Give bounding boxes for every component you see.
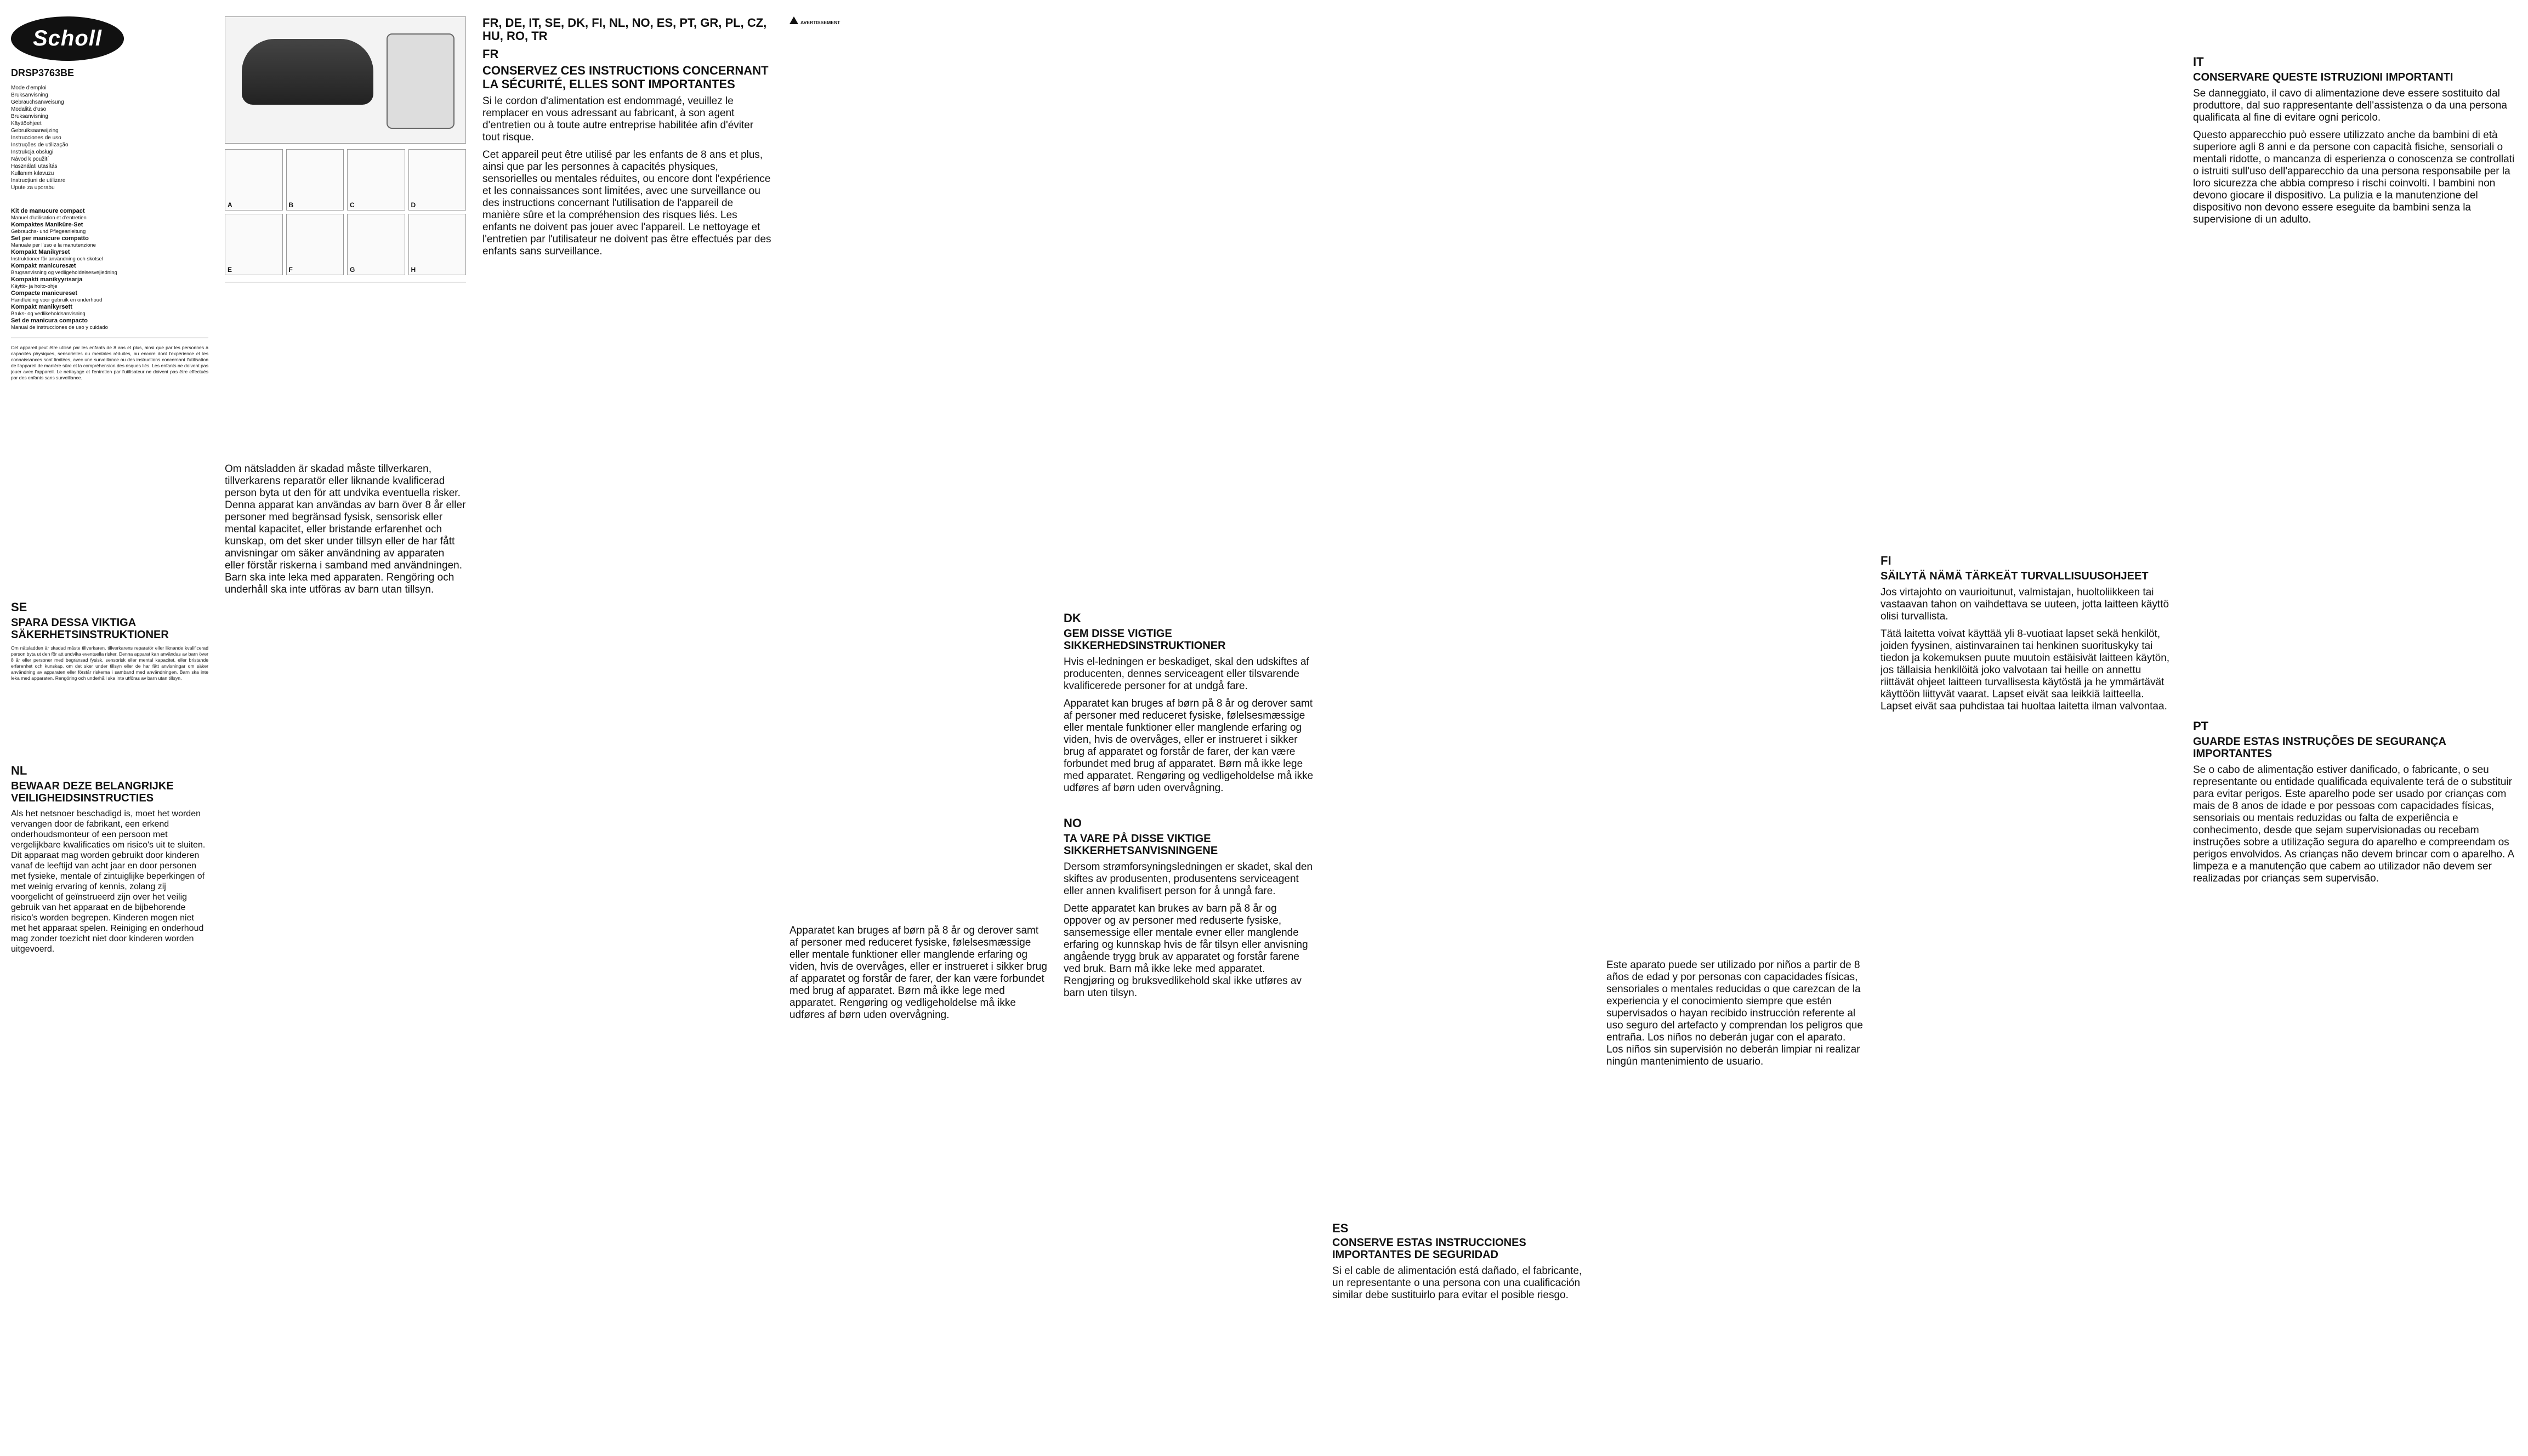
step-figure: F: [286, 214, 344, 275]
language-item: Gebrauchsanweisung: [11, 99, 64, 105]
fi-body: Tätä laitetta voivat käyttää yli 8-vuotiaat lapset sekä henkilöt, joiden fyysinen, aistinvarainen tai henkinen suorituskyky tai tiedon ja kokemuksen puute muutoin estäisivät laitteen käytön, jos tällaisia henkilöitä joko valvotaan tai heille on annettu riittävät ohjeet laitteen turvallisesta käytöstä ja he ymmärtävät käyttöön liittyvät vaarat. Lapset eivät saa leikkiä laitteella. Lapset eivät saa puhdistaa tai huoltaa laitetta ilman valvontaa.: [1881, 628, 2170, 712]
language-list: [11, 84, 208, 191]
fr-column: [482, 16, 773, 263]
language-item: Käyttöohjeet: [11, 121, 42, 127]
fr-body: Cet appareil peut être utilisé par les enfants de 8 ans et plus, ainsi que par les personnes à capacités physiques, sensorielles ou mentales réduites, ou encore dont l'expérience et les connaissances sont limitées, avec une surveillance ou des instructions concernant l'utilisation de l'appareil de manière sûre et la compréhension des risques liés. Les enfants ne doivent pas jouer avec l'appareil. Le nettoyage et l'entretien par l'utilisateur ne doivent pas être effectués par des enfants sans surveillance.: [482, 149, 771, 257]
dk-title: GEM DISSE VIGTIGE SIKKERHEDSINSTRUKTIONER: [1064, 628, 1226, 652]
nl-intro: Als het netsnoer beschadigd is, moet het worden vervangen door de fabrikant, een erkend onderhoudsmonteur of een persoon met vergelijkbare kwalificaties om risico's uit te sluiten. Dit apparaat mag worden gebruikt door kinderen vanaf de leeftijd van acht jaar en door personen met fysieke, mentale of zintuiglijke beperkingen of met weinig ervaring of kennis, zolang zij voorgelicht of geïnstrueerd zijn over het veilig gebruik van het apparaat en de bijbehorende risico's worden begrepen. Kinderen mogen niet met het apparaat spelen. Reiniging en onderhoud mag zonder toezicht niet door kinderen worden uitgevoerd.: [11, 809, 206, 954]
dk-intro: Hvis el-ledningen er beskadiget, skal den udskiftes af producenten, dennes serviceagent eller tilsvarende kvalificerede personer for at undgå fare.: [1064, 656, 1309, 692]
kit-entry: Kompakt manicuresæt Brugsanvisning og vedligeholdelsesvejledning: [11, 263, 117, 276]
es-body: Este aparato puede ser utilizado por niños a partir de 8 años de edad y por personas con capacidades físicas, sensoriales o mentales reducidas o que carezcan de la experiencia y el conocimiento siempre que estén supervisados o hayan recibido instrucción referente al uso seguro del artefacto y comprendan los peligros que entraña. Los niños no deberán jugar con el aparato. Los niños sin supervisión no deberán limpiar ni realizar ningún mantenimiento de usuario.: [1606, 959, 1863, 1067]
kit-entry: Kompakt Manikyrset Instruktioner för användning och skötsel: [11, 249, 103, 262]
pt-title: GUARDE ESTAS INSTRUÇÕES DE SEGURANÇA IMPORTANTES: [2193, 736, 2446, 760]
pt-section-code: PT: [2193, 719, 2209, 733]
kit-list: [11, 208, 208, 331]
es-section-code: ES: [1332, 1221, 1349, 1235]
pt-body: Se o cabo de alimentação estiver danificado, o fabricante, o seu representante ou entidade qualificada equivalente terá de o substituir para evitar perigos. Este aparelho pode ser usado por crianças com mais de 8 anos de idade e por pessoas com capacidades físicas, sensoriais ou mentais reduzidas ou falta de experiência e conhecimento, desde que sejam supervisionadas ou recebam instruções sobre a utilização segura do aparelho e compreendam os perigos envolvidos. As crianças não devem brincar com o aparelho. A limpeza e a manutenção que cabem ao utilizador não devem ser realizadas por crianças sem supervisão.: [2193, 764, 2514, 884]
language-item: Gebruiksaanwijzing: [11, 128, 59, 134]
es-section-anchor: [1332, 1222, 1590, 1301]
nl-title: BEWAAR DEZE BELANGRIJKE VEILIGHEIDSINSTRUCTIES: [11, 780, 174, 804]
dk-continued-column: [1332, 16, 1590, 1307]
language-item: Mode d'emploi: [11, 85, 47, 91]
language-codes-heading: FR, DE, IT, SE, DK, FI, NL, NO, ES, PT, GR, PL, CZ, HU, RO, TR: [482, 16, 767, 43]
no-section-code: NO: [1064, 816, 1082, 830]
language-item: Návod k použití: [11, 156, 49, 162]
brand-logo: Scholl: [11, 16, 124, 61]
it-title: CONSERVARE QUESTE ISTRUZIONI IMPORTANTI: [2193, 71, 2453, 83]
kit-entry: Kit de manucure compact Manuel d'utilisation et d'entretien: [11, 208, 87, 221]
step-figure: A: [225, 149, 283, 211]
se-intro: Om nätsladden är skadad måste tillverkaren, tillverkarens reparatör eller liknande kvalificerad person byta ut den för att undvika eventuella risker. Denna apparat kan användas av barn över 8 år eller personer med begränsad fysisk, sensorisk eller mental kapacitet, eller bristande erfarenhet och kunskap, om det sker under tillsyn eller de har fått anvisningar om säker användning av apparaten eller förstår riskerna i samband med användningen. Barn ska inte leka med apparaten. Rengöring och underhåll ska inte utföras av barn utan tillsyn.: [225, 463, 466, 595]
step-figures: [225, 149, 466, 275]
es-column: [1606, 16, 1864, 1073]
kit-entry: Compacte manicureset Handleiding voor gebruik en onderhoud: [11, 290, 103, 303]
cover-column: [11, 16, 208, 960]
fr-intro: Si le cordon d'alimentation est endommagé, veuillez le remplacer en vous adressant au fabricant, à son agent d'entretien ou à toute autre entreprise habilitée afin d'éviter tout risque.: [482, 95, 754, 143]
fi-title: SÄILYTÄ NÄMÄ TÄRKEÄT TURVALLISUUSOHJEET: [1881, 570, 2149, 582]
fr-section-code: FR: [482, 47, 499, 61]
kit-entry: Set de manicura compacto Manual de instrucciones de uso y cuidado: [11, 317, 108, 331]
storage-case-image: [387, 33, 455, 129]
step-figure: B: [286, 149, 344, 211]
warning-icon: [789, 16, 798, 24]
it-section-code: IT: [2193, 55, 2204, 69]
language-item: Használati utasítás: [11, 163, 58, 169]
kit-entry: Kompakt manikyrsett Bruks- og vedlikeholdsanvisning: [11, 304, 86, 317]
step-figure: H: [408, 214, 467, 275]
no-title: TA VARE PÅ DISSE VIKTIGE SIKKERHETSANVISNINGENE: [1064, 833, 1218, 857]
no-intro: Dersom strømforsyningsledningen er skadet, skal den skiftes av produsenten, produsentens serviceagent eller annen kvalifisert person for å unngå fare.: [1064, 861, 1313, 897]
language-item: Bruksanvisning: [11, 113, 48, 120]
step-figure: E: [225, 214, 283, 275]
fr-body-continued: Cet appareil peut être utilisé par les enfants de 8 ans et plus, ainsi que par les personnes à capacités physiques, sensorielles ou mentales réduites, ou encore dont l'expérience et les connaissances sont limitées, avec une surveillance ou des instructions concernant l'utilisation de l'appareil de manière sûre et la compréhension des risques liés. Les enfants ne doivent pas jouer avec l'appareil. Le nettoyage et l'entretien par l'utilisateur ne doivent pas être effectués par des enfants sans surveillance.: [11, 345, 208, 380]
language-item: Modalità d'uso: [11, 106, 47, 112]
step-figure: C: [347, 149, 405, 211]
es-intro: Si el cable de alimentación está dañado, el fabricante, un representante o una persona con una cualificación similar debe sustituirlo para evitar el posible riesgo.: [1332, 1265, 1582, 1301]
dk-no-column: [1064, 16, 1316, 1005]
no-body: Dette apparatet kan brukes av barn på 8 år og oppover og av personer med reduserte fysiske, sansemessige eller mentale evner eller manglende erfaring og kunnskap hvis de får tilsyn eller anvisning angående trygg bruk av apparatet og forstår farene ved bruk. Barn må ikke leke med apparatet. Rengjøring og bruksvedlikehold skal ikke utføres av barn uten tilsyn.: [1064, 903, 1308, 999]
kit-entry: Kompaktes Maniküre-Set Gebrauchs- und Pflegeanleitung: [11, 221, 86, 235]
warning-block: AVERTISSEMENT: [789, 16, 1047, 26]
es-title: CONSERVE ESTAS INSTRUCCIONES IMPORTANTES DE SEGURIDAD: [1332, 1237, 1526, 1261]
model-code: DRSP3763BE: [11, 67, 75, 78]
step-figure: G: [347, 214, 405, 275]
it-intro: Se danneggiato, il cavo di alimentazione deve essere sostituito dal produttore, dal suo rappresentante dell'assistenza o da una persona qualificata al fine di evitare ogni pericolo.: [2193, 88, 2507, 123]
fr-warnings-column: [789, 16, 1047, 1027]
language-item: Instrukcja obsługi: [11, 149, 54, 155]
language-item: Upute za uporabu: [11, 185, 55, 191]
it-body: Questo apparecchio può essere utilizzato anche da bambini di età superiore agli 8 anni e da persone con capacità fisiche, sensoriali o mentali ridotte, o mancanza di esperienza o conoscenza se controllati o istruiti sull'uso dell'apparecchio da una persona responsabile per la loro sicurezza che abbia compreso i rischi coinvolti. I bambini non devono giocare il dispositivo. La pulizia e la manutenzione del dispositivo non devono essere eseguite da bambini senza la supervisione di un adulto.: [2193, 129, 2515, 225]
dk-body: Apparatet kan bruges af børn på 8 år og derover samt af personer med reduceret fysiske, følelsesmæssige eller mentale funktioner eller manglende erfaring og viden, hvis de overvåges, eller er instrueret i sikker brug af apparatet og forstår de farer, der kan være forbundet med brug af apparatet. Børn må ikke lege med apparatet. Rengøring og vedligeholdelse må ikke udføres af børn uden overvågning.: [1064, 698, 1314, 794]
dk-section-code: DK: [1064, 611, 1081, 625]
step-figure: D: [408, 149, 467, 211]
kit-entry: Set per manicure compatto Manuale per l'uso e la manutenzione: [11, 235, 96, 248]
nl-body-continued: Apparatet kan bruges af børn på 8 år og derover samt af personer med reduceret fysiske, følelsesmæssige eller mentale funktioner eller manglende erfaring og viden, hvis de overvåges, eller er instrueret i sikker brug af apparatet og forstår de farer, der kan være forbundet med brug af apparatet. Børn må ikke lege med apparatet. Rengøring og vedligeholdelse må ikke udføres af børn uden overvågning.: [789, 925, 1047, 1021]
nl-section-code: NL: [11, 764, 27, 777]
fi-column: [1881, 16, 2177, 718]
language-item: Instrucciones de uso: [11, 135, 61, 141]
kit-entry: Kompakti manikyyrisarja Käyttö- ja hoito-ohje: [11, 276, 83, 289]
fr-title: CONSERVEZ CES INSTRUCTIONS CONCERNANT LA SÉCURITÉ, ELLES SONT IMPORTANTES: [482, 64, 769, 91]
language-item: Instrucțiuni de utilizare: [11, 178, 66, 184]
se-section-code: SE: [11, 600, 27, 614]
device-illustration: [225, 16, 466, 144]
language-item: Kullanım kılavuzu: [11, 170, 54, 177]
language-item: Instruções de utilização: [11, 142, 69, 148]
fi-section-code: FI: [1881, 554, 1891, 567]
manicure-device-image: [242, 39, 373, 105]
se-title: SPARA DESSA VIKTIGA SÄKERHETSINSTRUKTIONER: [11, 617, 169, 641]
language-item: Bruksanvisning: [11, 92, 48, 98]
figures-column: [225, 16, 466, 601]
it-pt-column: [2193, 16, 2516, 890]
fi-intro: Jos virtajohto on vaurioitunut, valmistajan, huoltoliikkeen tai vastaavan tahon on vaihdettava se uuteen, jotta laitteen käyttö olisi turvallista.: [1881, 587, 2169, 622]
se-body: Om nätsladden är skadad måste tillverkaren, tillverkarens reparatör eller liknande kvalificerad person byta ut den för att undvika eventuella risker. Denna apparat kan användas av barn över 8 år eller personer med begränsad fysisk, sensorisk eller mental kapacitet, eller bristande erfarenhet och kunskap, om det sker under tillsyn eller de har fått anvisningar om säker användning av apparaten eller förstår riskerna i samband med användningen. Barn ska inte leka med apparaten. Rengöring och underhåll ska inte utföras av barn utan tillsyn.: [11, 645, 208, 681]
